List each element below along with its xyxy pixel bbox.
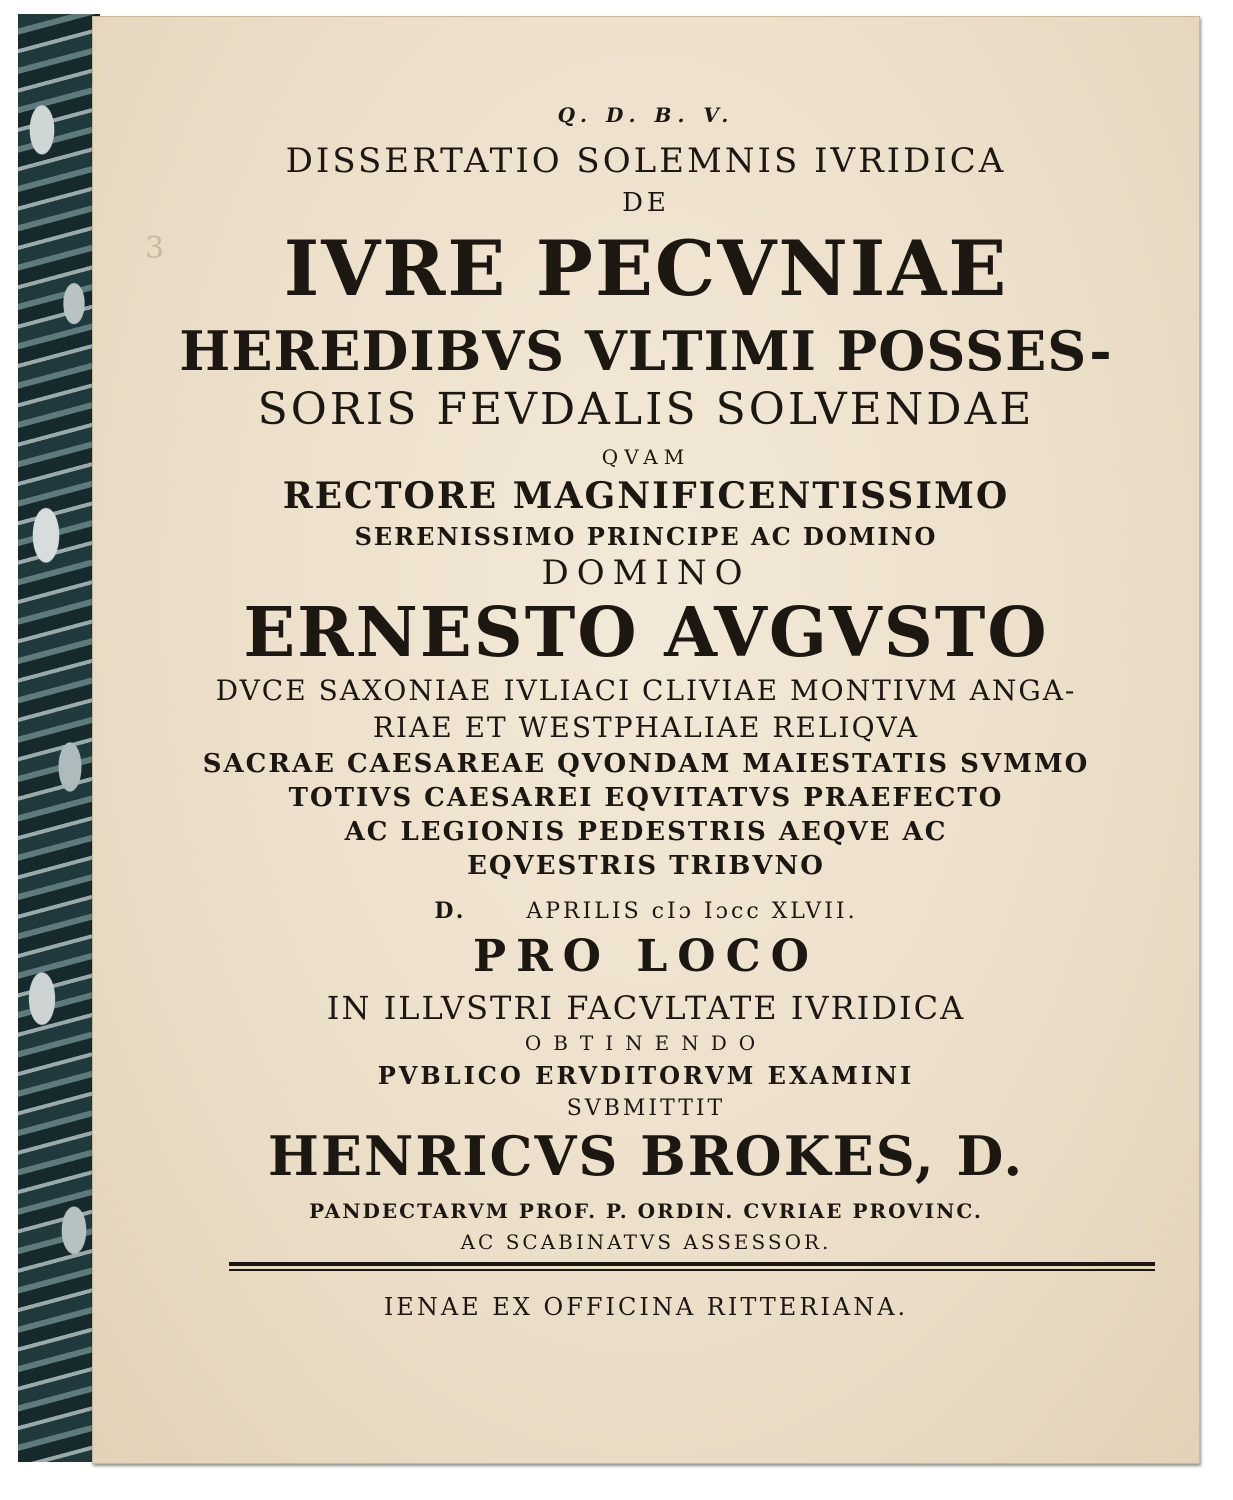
rector-title-line: EQVESTRIS TRIBVNO bbox=[467, 851, 825, 881]
rector-name: ERNESTO AVGVSTO bbox=[243, 593, 1049, 673]
double-rule-thick bbox=[229, 1262, 1155, 1266]
pencil-margin-mark: 3 bbox=[145, 231, 165, 266]
submittit-line: SVBMITTIT bbox=[566, 1096, 726, 1121]
rector-title-line: AC LEGIONIS PEDESTRIS AEQVE AC bbox=[344, 817, 948, 847]
obtinendo-line: OBTINENDO bbox=[524, 1031, 768, 1055]
rector-title-line: TOTIVS CAESAREI EQVITATVS PRAEFECTO bbox=[288, 783, 1004, 813]
author-position-1: PANDECTARVM PROF. P. ORDIN. CVRIAE PROVINC. bbox=[309, 1199, 983, 1223]
marbled-binding bbox=[18, 14, 100, 1462]
title-line-2: HEREDIBVS VLTIMI POSSES- bbox=[179, 319, 1113, 383]
date-day: D. bbox=[434, 898, 467, 924]
pro-loco: PRO LOCO bbox=[473, 931, 819, 982]
title-line-1: IVRE PECVNIAE bbox=[283, 224, 1009, 313]
rector-title-line: DVCE SAXONIAE IVLIACI CLIVIAE MONTIVM ANGA- bbox=[215, 674, 1077, 707]
date-line bbox=[93, 900, 1199, 923]
title-page bbox=[92, 16, 1200, 1464]
rectore-line: RECTORE MAGNIFICENTISSIMO bbox=[282, 475, 1010, 517]
title-line-3: SORIS FEVDALIS SOLVENDAE bbox=[257, 384, 1035, 435]
rector-title-line: SACRAE CAESAREAE QVONDAM MAIESTATIS SVMMO bbox=[202, 749, 1090, 779]
author-position-2: AC SCABINATVS ASSESSOR. bbox=[460, 1230, 832, 1254]
preposition: DE bbox=[622, 188, 670, 218]
imprint: IENAE EX OFFICINA RITTERIANA. bbox=[383, 1293, 909, 1321]
motto: Q. D. B. V. bbox=[557, 103, 735, 127]
genre-line: DISSERTATIO SOLEMNIS IVRIDICA bbox=[285, 141, 1007, 181]
domino-line: DOMINO bbox=[541, 553, 751, 593]
double-rule-thin bbox=[229, 1269, 1155, 1271]
faculty-line: IN ILLVSTRI FACVLTATE IVRIDICA bbox=[326, 989, 966, 1027]
author-name: HENRICVS BROKES, D. bbox=[267, 1124, 1025, 1188]
rector-title-line: RIAE ET WESTPHALIAE RELIQVA bbox=[372, 711, 920, 744]
quam-line: QVAM bbox=[601, 445, 691, 469]
examini-line: PVBLICO ERVDITORVM EXAMINI bbox=[377, 1061, 915, 1090]
princeps-line: SERENISSIMO PRINCIPE AC DOMINO bbox=[354, 522, 938, 551]
date-text: APRILIS cIɔ Iɔcc XLVII. bbox=[526, 899, 858, 924]
